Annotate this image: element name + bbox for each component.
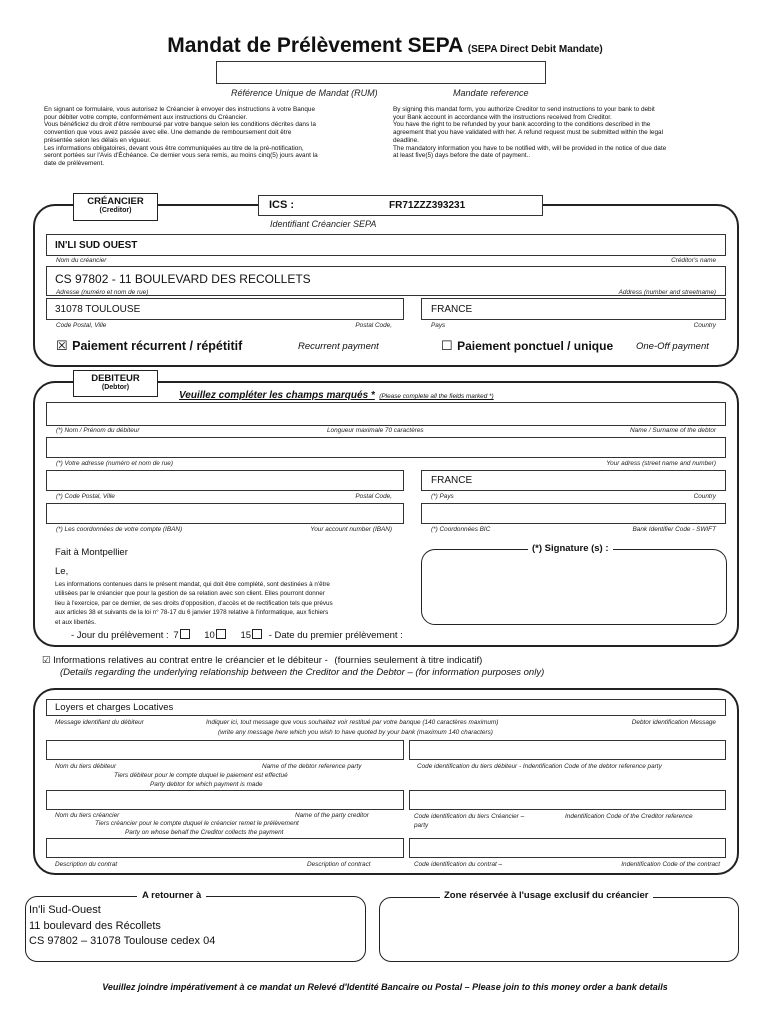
debtor-party-note: Tiers débiteur pour le compte duquel le paiement est effectué [114, 772, 288, 779]
message-label-en: Debtor identification Message [631, 719, 716, 726]
creditor-name-field [46, 234, 726, 256]
ics-value: FR71ZZZ393231 [389, 200, 466, 211]
contract-title-note: (fournies seulement à titre indicatif) [334, 655, 483, 666]
debtor-tag-en: (Debtor) [101, 384, 130, 391]
debtor-message-field[interactable] [46, 699, 726, 716]
le-label[interactable]: Le, [55, 566, 69, 577]
return-title: A retourner à [137, 890, 206, 901]
debtor-postal-input[interactable] [46, 470, 404, 491]
message-help-en: (write any message here which you wish to have quoted by your bank (maximum 140 characters) [218, 729, 493, 736]
form-title [0, 34, 770, 58]
creditor-tag-en: (Creditor) [99, 207, 132, 214]
creditor-party-code-label: Code identification du tiers Créancier – [414, 813, 525, 820]
message-help: Indiquer ici, tout message que vous souhaitez voir restitué par votre banque (140 caractères maximum) [206, 719, 499, 726]
creditor-address-label-en: Address (number and streetname) [618, 289, 716, 296]
recurrent-checkbox-icon[interactable]: ☒ [56, 338, 68, 353]
debtor-country-label-en: Country [693, 493, 716, 500]
debtor-address-label: (*) Votre adresse (numéro et nom de rue) [56, 460, 173, 467]
intro-en: By signing this mandat form, you authorize Creditor to send instructions to your bank to debit your Bank account in accordance with the instructions received from Creditor. You have the right to be refunded by your bank according to the conditions described in the agreement that you have validated with her. A refund request must be submitted within the legal deadline. The mandatory information you have to be notified with, will be provided in the notice of due date at least five(5) days before the date of payment.. [393, 106, 667, 160]
creditor-address-value: CS 97802 - 11 BOULEVARD DES RECOLLETS [55, 272, 311, 286]
reserved-title: Zone réservée à l'usage exclusif du créancier [440, 890, 653, 901]
creditor-postal-label-en: Postal Code, [355, 322, 392, 329]
oneoff-label: Paiement ponctuel / unique [457, 339, 614, 353]
contract-code-input[interactable] [409, 838, 726, 858]
intro-fr: En signant ce formulaire, vous autorisez le Créancier à envoyer des instructions à votre Banque pour débiter votre compte, conformément aux instructions du Créancier. Vous bénéficiez du droit d'être remboursé par votre banque selon les conditions décrites dans la convention que vous avez passée avec elle. Une demande de remboursement doit être présentée selon les délais en vigueur. Les informations obligatoires, devant vous être communiquées au titre de la pré-notification, seront portées sur l'Avis d'Échéance. Ce dernier vous sera remis, au moins cinq(5) jours avant la date de prélèvement. [44, 106, 318, 167]
payment-recurrent-option[interactable] [56, 337, 242, 355]
debtor-address-input[interactable] [46, 437, 726, 458]
debtor-bic-label: (*) Coordonnées BIC [431, 526, 491, 533]
message-label: Message identifiant du débiteur [55, 719, 144, 726]
debtor-bic-input[interactable] [421, 503, 726, 524]
debtor-iban-label-en: Your account number (IBAN) [310, 526, 392, 533]
debtor-tag [73, 370, 158, 397]
creditor-party-code-label-en: Indentification Code of the Creditor reference [565, 813, 693, 820]
creditor-party-code-label2: party [414, 822, 429, 829]
debtor-address-label-en: Your adress (street name and number) [606, 460, 716, 467]
debtor-iban-input[interactable] [46, 503, 404, 524]
return-line: CS 97802 – 31078 Toulouse cedex 04 [29, 935, 216, 947]
creditor-country-field [421, 298, 726, 320]
title-en: (SEPA Direct Debit Mandate) [467, 44, 603, 55]
creditor-postal-field [46, 298, 404, 320]
rum-input[interactable] [216, 61, 546, 84]
checkbox-icon[interactable] [252, 629, 262, 639]
debtor-party-name-input[interactable] [46, 740, 404, 760]
creditor-postal-label: Code Postal, Ville [56, 322, 107, 329]
first-debit-label: - Date du premier prélèvement : [268, 630, 403, 641]
creditor-party-name-input[interactable] [46, 790, 404, 810]
debtor-message-value: Loyers et charges Locatives [55, 702, 174, 713]
creditor-party-note-en: Party on whose behalf the Creditor collects the payment [125, 829, 284, 836]
creditor-country-label: Pays [431, 322, 446, 329]
creditor-address-label: Adresse (numéro et nom de rue) [56, 289, 149, 296]
creditor-tag-label: CRÉANCIER [87, 196, 144, 207]
day-option-15[interactable]: 15 [240, 630, 262, 641]
debtor-country-value: FRANCE [431, 475, 473, 486]
creditor-postal-value: 31078 TOULOUSE [55, 304, 141, 315]
footer-note: Veuillez joindre impérativement à ce mandat un Relevé d'Identité Bancaire ou Postal – Please join to this money order a bank details [102, 982, 668, 992]
debtor-name-max: Longueur maximale 70 caractères [327, 427, 424, 434]
debtor-party-code-label: Code identification du tiers débiteur - Indentification Code of the debtor reference party [417, 763, 662, 770]
debtor-instruction-fr: Veuillez compléter les champs marqués * [179, 390, 375, 401]
recurrent-label-en: Recurrent payment [298, 341, 379, 352]
ics-label: ICS : [269, 199, 295, 211]
checkbox-icon[interactable] [216, 629, 226, 639]
privacy-notice: Les informations contenues dans le présent mandat, qui doit être complété, sont destinées à n'être utilisées par le créancier que pour la gestion de sa relation avec son client. Elles pourront donner lieu à l'exercice, par ce dernier, de ses droits d'opposition, d'accès et de rectification tels que prévus aux articles 38 et suivants de la loi n° 78-17 du 6 janvier 1978 relative à l'informatique, aux fichiers et aux libertés. [55, 581, 333, 626]
debtor-instruction [179, 385, 494, 403]
creditor-name-value: IN'LI SUD OUEST [55, 240, 138, 251]
recurrent-label: Paiement récurrent / répétitif [72, 339, 243, 353]
oneoff-label-en: One-Off payment [636, 341, 709, 352]
debtor-name-label: (*) Nom / Prénom du débiteur [56, 427, 140, 434]
title-fr: Mandat de Prélèvement SEPA [167, 34, 464, 57]
contract-subtitle: (Details regarding the underlying relationship between the Creditor and the Debtor – (for information purposes only) [60, 667, 545, 678]
creditor-party-code-input[interactable] [409, 790, 726, 810]
signature-label: (*) Signature (s) : [528, 543, 613, 554]
creditor-country-value: FRANCE [431, 304, 473, 315]
contract-title: Informations relatives au contrat entre le créancier et le débiteur - [53, 655, 328, 666]
fait-a [55, 547, 128, 558]
contract-code-label-en: Indentification Code of the contract [621, 861, 720, 868]
rum-label-en: Mandate reference [453, 88, 529, 98]
return-address [29, 903, 215, 950]
creditor-party-label-en: Name of the party creditor [295, 812, 369, 819]
signature-box[interactable] [421, 549, 727, 625]
debtor-party-label: Nom du tiers débiteur [55, 763, 117, 770]
creditor-tag [73, 193, 158, 221]
debtor-postal-label: (*) Code Postal, Ville [56, 493, 115, 500]
contract-heading [42, 655, 482, 666]
debtor-tag-label: DEBITEUR [91, 373, 140, 384]
contract-desc-label-en: Description of contract [307, 861, 371, 868]
ics-box [258, 195, 543, 216]
return-line: 11 boulevard des Récollets [29, 919, 161, 932]
creditor-party-label: Nom du tiers créancier [55, 812, 120, 819]
contract-desc-input[interactable] [46, 838, 404, 858]
debtor-name-label-en: Name / Surname of the debtor [630, 427, 716, 434]
debtor-bic-label-en: Bank Identifier Code - SWIFT [632, 526, 716, 533]
debtor-country-label: (*) Pays [431, 493, 454, 500]
debtor-party-note-en: Party debtor for which payment is made [150, 781, 263, 788]
day-label: - Jour du prélèvement : [71, 630, 169, 641]
fait-value[interactable]: Montpellier [81, 547, 128, 558]
contract-code-label: Code identification du contrat – [414, 861, 503, 868]
fait-label: Fait à [55, 547, 79, 558]
debtor-party-code-input[interactable] [409, 740, 726, 760]
creditor-name-label-en: Créditor's name [671, 257, 716, 264]
creditor-party-note: Tiers créancier pour le compte duquel le créancier remet le prélèvement [95, 820, 299, 827]
oneoff-checkbox-icon[interactable]: ☐ [441, 338, 453, 353]
day-of-debit [71, 629, 403, 641]
day-option-7[interactable]: 7 [173, 630, 189, 641]
creditor-name-label: Nom du créancier [56, 257, 107, 264]
rum-label: Référence Unique de Mandat (RUM) [231, 88, 378, 98]
reserved-box [379, 897, 739, 962]
return-line: In'li Sud-Ouest [29, 904, 101, 916]
contract-check-icon[interactable]: ☑ [42, 655, 51, 666]
day-option-10[interactable]: 10 [204, 630, 226, 641]
creditor-country-label-en: Country [693, 322, 716, 329]
checkbox-icon[interactable] [180, 629, 190, 639]
ics-caption: Identifiant Créancier SEPA [270, 219, 377, 229]
debtor-instruction-en: (Please complete all the fields marked *) [379, 393, 494, 400]
debtor-iban-label: (*) Les coordonnées de votre compte (IBAN) [56, 526, 183, 533]
contract-desc-label: Description du contrat [55, 861, 118, 868]
debtor-country-field[interactable] [421, 470, 726, 491]
debtor-postal-label-en: Postal Code, [355, 493, 392, 500]
debtor-party-label-en: Name of the debtor reference party [262, 763, 362, 770]
debtor-name-input[interactable] [46, 402, 726, 426]
payment-oneoff-option[interactable] [441, 337, 613, 355]
